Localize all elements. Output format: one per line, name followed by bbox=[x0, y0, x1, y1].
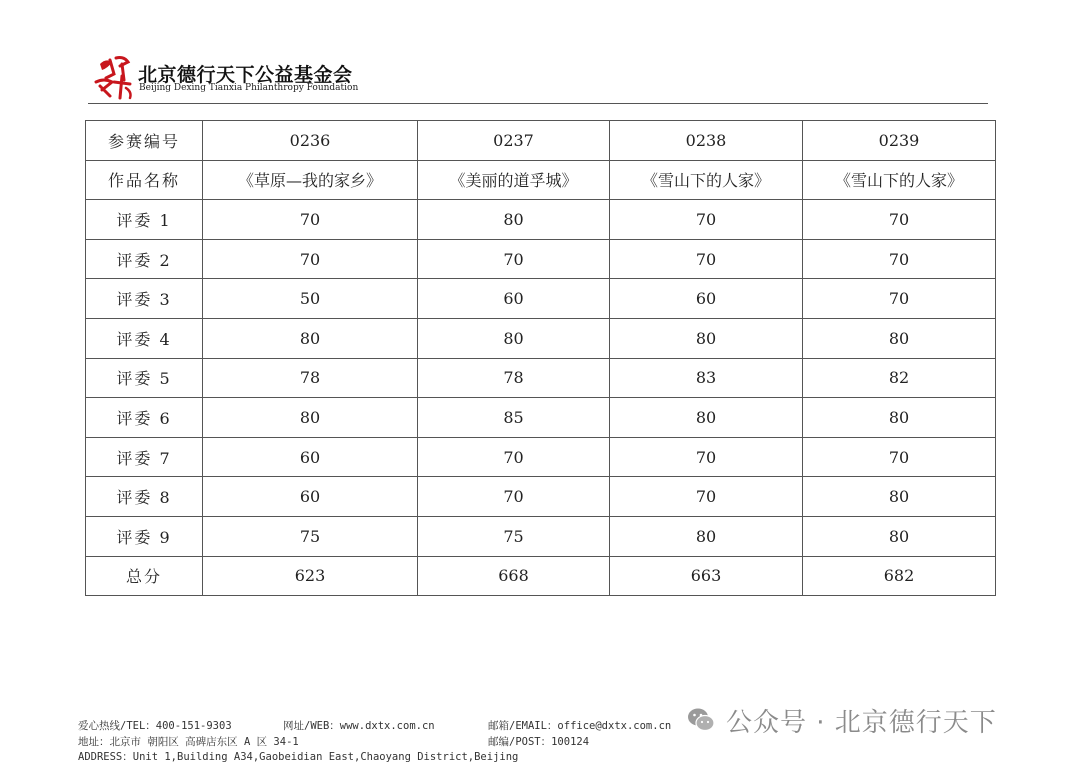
row-label: 评委 4 bbox=[86, 318, 203, 358]
foundation-logo bbox=[92, 54, 136, 100]
row-label: 评委 8 bbox=[86, 477, 203, 517]
table-cell: 60 bbox=[203, 477, 418, 517]
table-cell: 80 bbox=[610, 398, 803, 438]
table-cell: 78 bbox=[203, 358, 418, 398]
table-cell: 《美丽的道孚城》 bbox=[418, 160, 610, 200]
row-entry-number bbox=[86, 121, 996, 161]
score-table bbox=[85, 120, 996, 596]
table-cell: 75 bbox=[203, 516, 418, 556]
judge-row bbox=[86, 200, 996, 240]
table-cell: 《草原—我的家乡》 bbox=[203, 160, 418, 200]
table-cell: 70 bbox=[610, 437, 803, 477]
table-cell: 80 bbox=[610, 516, 803, 556]
footer-email: 邮箱/EMAIL：office@dxtx.com.cn bbox=[488, 720, 672, 732]
row-label: 评委 1 bbox=[86, 200, 203, 240]
table-cell: 70 bbox=[610, 477, 803, 517]
judge-row bbox=[86, 318, 996, 358]
table-cell: 60 bbox=[203, 437, 418, 477]
org-name-en: Beijing Dexing Tianxia Philanthropy Foundation bbox=[139, 83, 359, 93]
table-cell: 80 bbox=[803, 318, 996, 358]
footer-post: 邮编/POST：100124 bbox=[488, 736, 590, 748]
org-name-cn: 北京德行天下公益基金会 bbox=[138, 64, 353, 86]
row-label: 评委 5 bbox=[86, 358, 203, 398]
table-cell: 50 bbox=[203, 279, 418, 319]
table-cell: 0239 bbox=[803, 121, 996, 161]
table-cell: 70 bbox=[803, 279, 996, 319]
table-cell: 70 bbox=[418, 477, 610, 517]
table-cell: 663 bbox=[610, 556, 803, 596]
table-cell: 70 bbox=[418, 239, 610, 279]
table-cell: 80 bbox=[803, 477, 996, 517]
header-divider bbox=[88, 103, 988, 104]
row-label: 参赛编号 bbox=[86, 121, 203, 161]
document-header bbox=[88, 52, 988, 102]
row-label: 总分 bbox=[86, 556, 203, 596]
row-label: 评委 7 bbox=[86, 437, 203, 477]
table-cell: 80 bbox=[803, 398, 996, 438]
table-cell: 70 bbox=[203, 200, 418, 240]
row-label: 评委 3 bbox=[86, 279, 203, 319]
table-cell: 《雪山下的人家》 bbox=[803, 160, 996, 200]
table-cell: 80 bbox=[610, 318, 803, 358]
judge-row bbox=[86, 239, 996, 279]
wechat-watermark bbox=[686, 702, 997, 738]
table-cell: 0238 bbox=[610, 121, 803, 161]
row-label: 评委 6 bbox=[86, 398, 203, 438]
row-label: 作品名称 bbox=[86, 160, 203, 200]
table-cell: 75 bbox=[418, 516, 610, 556]
table-cell: 70 bbox=[610, 200, 803, 240]
table-cell: 682 bbox=[803, 556, 996, 596]
row-work-title bbox=[86, 160, 996, 200]
footer-web: 网址/WEB：www.dxtx.com.cn bbox=[283, 720, 435, 732]
table-cell: 80 bbox=[418, 200, 610, 240]
table-cell: 60 bbox=[610, 279, 803, 319]
table-cell: 《雪山下的人家》 bbox=[610, 160, 803, 200]
table-cell: 70 bbox=[203, 239, 418, 279]
row-label: 评委 2 bbox=[86, 239, 203, 279]
table-cell: 60 bbox=[418, 279, 610, 319]
table-cell: 668 bbox=[418, 556, 610, 596]
footer-hotline: 爱心热线/TEL：400-151-9303 bbox=[78, 720, 232, 732]
judge-row bbox=[86, 437, 996, 477]
judge-row bbox=[86, 398, 996, 438]
judge-row bbox=[86, 477, 996, 517]
watermark-text: 公众号 · 北京德行天下 bbox=[726, 707, 997, 738]
table-cell: 83 bbox=[610, 358, 803, 398]
table-cell: 70 bbox=[803, 239, 996, 279]
wechat-icon bbox=[686, 705, 716, 735]
row-total bbox=[86, 556, 996, 596]
table-cell: 70 bbox=[803, 437, 996, 477]
table-cell: 0237 bbox=[418, 121, 610, 161]
judge-row bbox=[86, 516, 996, 556]
table-cell: 80 bbox=[203, 398, 418, 438]
table-cell: 70 bbox=[803, 200, 996, 240]
row-label: 评委 9 bbox=[86, 516, 203, 556]
table-cell: 623 bbox=[203, 556, 418, 596]
table-cell: 85 bbox=[418, 398, 610, 438]
table-cell: 82 bbox=[803, 358, 996, 398]
table-cell: 78 bbox=[418, 358, 610, 398]
table-cell: 0236 bbox=[203, 121, 418, 161]
table-cell: 80 bbox=[803, 516, 996, 556]
table-cell: 80 bbox=[203, 318, 418, 358]
table-cell: 80 bbox=[418, 318, 610, 358]
judge-row bbox=[86, 358, 996, 398]
footer-address-en: ADDRESS：Unit 1,Building A34,Gaobeidian East,Chaoyang District,Beijing bbox=[78, 751, 519, 763]
table-cell: 70 bbox=[610, 239, 803, 279]
table-cell: 70 bbox=[418, 437, 610, 477]
footer-address-cn: 地址：北京市 朝阳区 高碑店东区 A 区 34-1 bbox=[78, 736, 299, 748]
judge-row bbox=[86, 279, 996, 319]
